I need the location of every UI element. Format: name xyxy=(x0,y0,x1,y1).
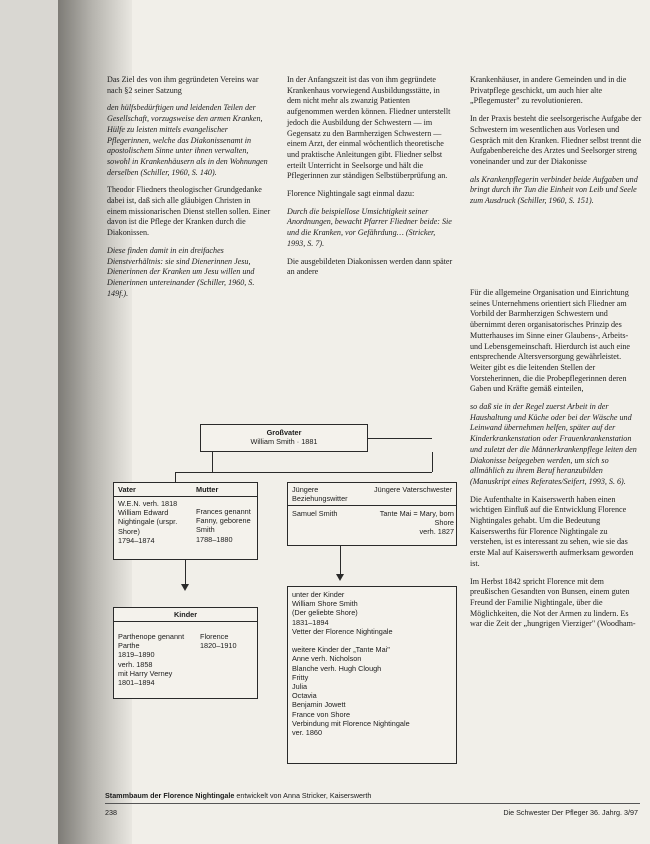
relative-header-right: Jüngere Vaterschwester xyxy=(374,485,453,494)
paragraph: Theodor Fliedners theologischer Grundgedanke dabei ist, daß sich alle gläubigen Christen in einem missionarischen Dienst stellen sollen. Einer davon ist die Pflege der Kranken durch die Diakonissen. xyxy=(107,185,271,238)
figure-caption xyxy=(105,791,525,800)
connector xyxy=(212,452,213,472)
paragraph: Die ausgebildeten Diakonissen werden dann später an andere xyxy=(287,256,453,277)
divider xyxy=(288,505,456,506)
text-column-3-top xyxy=(470,75,642,214)
running-footer: Die Schwester Der Pfleger 36. Jahrg. 3/97 xyxy=(503,808,638,817)
grandfather-box xyxy=(200,424,368,452)
divider xyxy=(114,496,257,497)
paragraph: Das Ziel des von ihm gegründeten Vereins war nach §2 seiner Satzung xyxy=(107,75,259,95)
quote-paragraph: den hülfsbedürftigen und leidenden Teilen der Gesellschaft, vorzugsweise den armen Kranken, Hülfe zu leisten mittels evangelischer Pflegerinnen, welche das Diakonissenamt in apostolischem Sinne unter ihnen verwalten, sowohl in Krankenhäusern als in den Wohnungen derselben (Schiller, 1960, S. 140). xyxy=(107,103,268,177)
cousins-box xyxy=(287,586,457,764)
connector xyxy=(175,472,215,473)
connector xyxy=(175,472,176,482)
relative-right: Tante Mai = Mary, born Shore verh. 1827 xyxy=(379,509,454,537)
paragraph: In der Praxis besteht die seelsorgerische Aufgabe der Schwestern im wesentlichen aus Vorlesen und Gespräch mit den Kranken. Fliedner selbst trennt die Aufgabenbereiche des Arztes und Seelsorger streng voneinander und zur der Diakonisse xyxy=(470,114,642,166)
paragraph: Im Herbst 1842 spricht Florence mit dem preußischen Gesandten von Bunsen, einem guten Freund der Familie Nightingale, über die Möglichkeiten, die Not der Armen zu lindern. Es war die Zeit der „hungrigen Vierziger" (Woodham- xyxy=(470,576,636,629)
parents-box xyxy=(113,482,258,560)
grandfather-title: Großvater xyxy=(266,428,302,437)
quote-paragraph: Diese finden damit in ein dreifaches Dienstverhältnis: sie sind Dienerinnen Jesu, Dienerinnen der Kranken um Jesu willen und Dienerinnen untereinander (Schiller, 1960, S. 149f.). xyxy=(107,245,255,298)
connector xyxy=(340,546,341,574)
relative-header-left: Jüngere Beziehungswitter xyxy=(292,485,348,504)
paragraph: Florence Nightingale sagt einmal dazu: xyxy=(287,189,415,199)
page-number: 238 xyxy=(105,808,117,817)
caption-credit: entwickelt von Anna Stricker, Kaiserswerth xyxy=(236,791,372,800)
text-column-1 xyxy=(107,75,271,306)
connector xyxy=(368,438,432,439)
connector xyxy=(432,452,433,472)
child-parthenope: Parthenope genannt Parthe 1819–1890 verh. 1858 mit Harry Verney 1801–1894 xyxy=(118,632,185,688)
father-header: Vater xyxy=(118,485,136,494)
paragraph: Die Aufenthalte in Kaiserswerth haben einen wichtigen Einfluß auf die Entwicklung Florence Nightingales gehabt. Um die Bedeutung Kaiserswerths für Florence Nightingale zu verstehen, ist es interessant zu sehen, wie sie das erste Mal auf Kaiserswerth aufmerksam geworden ist. xyxy=(470,494,634,568)
mother-details: Frances genannt Fanny, geborene Smith 1788–1880 xyxy=(196,507,251,544)
child-florence: Florence 1820–1910 xyxy=(200,632,237,651)
caption-title: Stammbaum der Florence Nightingale xyxy=(105,791,235,800)
father-details: W.E.N. verh. 1818 William Edward Nightingale (urspr. Shore) 1794–1874 xyxy=(118,499,178,545)
children-header: Kinder xyxy=(114,608,257,622)
arrow-down-icon xyxy=(181,584,189,591)
text-column-2 xyxy=(287,75,455,285)
connector xyxy=(212,472,432,473)
quote-paragraph: als Krankenpflegerin verbindet beide Aufgaben und bringt durch ihr Tun die Einheit von Leib und Seele zum Ausdruck (Schiller, 1960, S. 151). xyxy=(470,174,638,206)
text-column-3-bottom xyxy=(470,288,642,637)
connector xyxy=(185,560,186,584)
children-box xyxy=(113,607,258,699)
mother-header: Mutter xyxy=(196,485,219,494)
paragraph: Krankenhäuser, in andere Gemeinden und in die Privatpflege geschickt, um auch hier alte „Pflegemuster" zu revolutionieren. xyxy=(470,75,627,106)
paragraph: In der Anfangszeit ist das von ihm gegründete Krankenhaus vorwiegend Ausbildungsstätte, in dem nicht mehr als zwanzig Patienten aufgenommen werden können. Fliedner unterstellt jedoch die Ausbildung der Schwestern — im Gegensatz zu den Barmherzigen Schwestern — einem Arzt, der einmal wöchentlich theoretische und praktische Anleitungen gibt. Fliedner selbst erteilt Unterricht in Seelsorge und hält die Pflegerinnen zur ständigen Selbstüberprüfung an. xyxy=(287,75,451,181)
relatives-box xyxy=(287,482,457,546)
quote-paragraph: Durch die beispiellose Umsichtigkeit seiner Anordnungen, bewacht Pfarrer Fliedner beide: Sie und die Kranken, vor Gefährdung… (Stricker, 1993, S. 7). xyxy=(287,206,452,248)
quote-paragraph: so daß sie in der Regel zuerst Arbeit in der Haushaltung und Küche oder bei der Wäsche und Leinwand übernehmen helfen, später auf der Kinderkrankenstation oder Frauenkrankenstation und zuletzt der die Männerkrankenpflege leiten den Diakonisse beigegeben werden, um sich so allmählich zu ihrem Beruf heranzubilden (Manuskript eines Referates/Seifert, 1993, S. 6). xyxy=(470,402,637,486)
cousins-list: unter der Kinder William Shore Smith (Der geliebte Shore) 1831–1894 Vetter der Florence Nightingale weitere Kinder der „Tante Mai" Anne verh. Nicholson Blanche verh. Hugh Clough Fritty Julia Octavia Benjamin Jowett France von Shore Verbindung mit Florence Nightingale ver. 1860 xyxy=(292,590,410,738)
relative-left: Samuel Smith xyxy=(292,509,338,518)
footer-rule xyxy=(105,803,640,804)
arrow-down-icon xyxy=(336,574,344,581)
paragraph: Für die allgemeine Organisation und Einrichtung seines Unternehmens orientiert sich Fliedner am Vorbild der Barmherzigen Schwestern und übernimmt deren organisatorisches Prinzip des Mutterhauses im Sinne einer Glaubens-, Arbeits- und Lebensgemeinschaft. Hierdurch ist auch eine entsprechende Altersversorgung gewährleistet. Weiter gibt es die leitenden Stellen der Vorsteherinnen, die die Probepflegerinnen deren Gaben und Kräfte gemäß einteilen, xyxy=(470,288,631,394)
grandfather-name: William Smith · 1881 xyxy=(250,437,318,447)
